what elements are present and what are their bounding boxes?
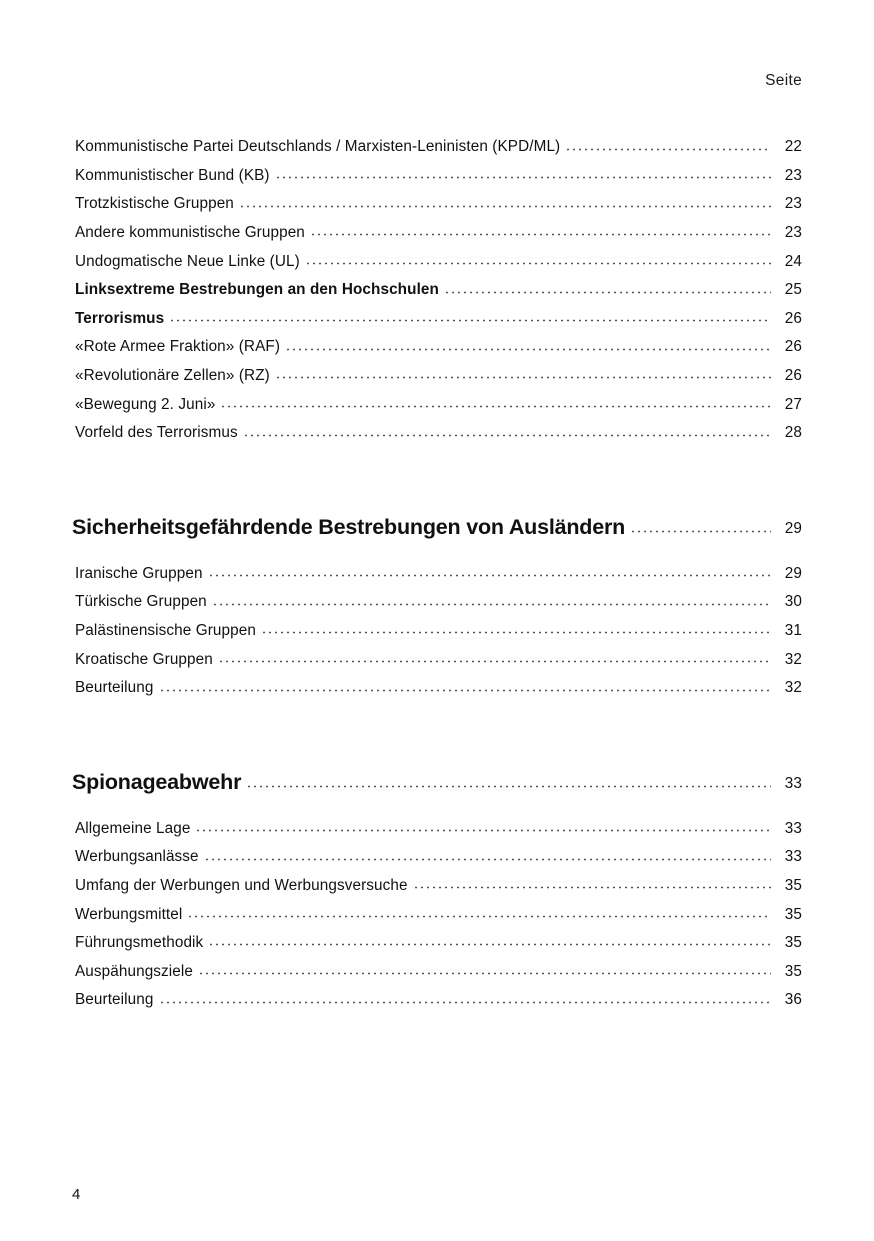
dot-leader bbox=[444, 291, 771, 294]
toc-entry-page: 31 bbox=[784, 622, 802, 640]
toc-entry-page: 36 bbox=[784, 991, 802, 1009]
toc-entry-page: 23 bbox=[784, 166, 802, 184]
dot-leader bbox=[243, 434, 771, 437]
table-of-contents bbox=[72, 128, 802, 1010]
toc-entry-page: 26 bbox=[784, 309, 802, 327]
toc-entry[interactable] bbox=[72, 385, 802, 414]
toc-entry-title: Umfang der Werbungen und Werbungsversuche bbox=[75, 876, 408, 894]
toc-entry-page: 28 bbox=[784, 424, 802, 442]
toc-entry[interactable] bbox=[72, 128, 802, 157]
toc-entry-page: 25 bbox=[784, 281, 802, 299]
dot-leader bbox=[310, 233, 771, 236]
toc-entry-page: 35 bbox=[784, 962, 802, 980]
dot-leader bbox=[305, 262, 771, 265]
heading-spacer bbox=[72, 541, 802, 555]
toc-entry-page: 24 bbox=[784, 252, 802, 270]
toc-entry[interactable] bbox=[72, 810, 802, 839]
toc-entry-title: «Bewegung 2. Juni» bbox=[75, 395, 216, 413]
toc-entry[interactable] bbox=[72, 981, 802, 1010]
toc-entry-page: 23 bbox=[784, 195, 802, 213]
toc-entry-page: 35 bbox=[784, 876, 802, 894]
toc-entry-page: 32 bbox=[784, 650, 802, 668]
page-number-folio: 4 bbox=[72, 1186, 81, 1203]
dot-leader bbox=[159, 689, 772, 692]
toc-entry[interactable] bbox=[72, 414, 802, 443]
dot-leader bbox=[261, 631, 771, 634]
toc-entry-page: 22 bbox=[784, 138, 802, 156]
toc-entry-title: Allgemeine Lage bbox=[75, 819, 191, 837]
toc-entry[interactable] bbox=[72, 357, 802, 386]
toc-entry[interactable] bbox=[72, 952, 802, 981]
page-content bbox=[72, 0, 802, 1241]
dot-leader bbox=[285, 348, 771, 351]
toc-entry-title: Undogmatische Neue Linke (UL) bbox=[75, 252, 300, 270]
toc-entry-title: Terrorismus bbox=[75, 309, 165, 327]
toc-entry-title: Auspähungsziele bbox=[75, 962, 194, 980]
toc-entry-page: 35 bbox=[784, 905, 802, 923]
toc-entry-title: Kommunistische Partei Deutschlands / Marxisten-Leninisten (KPD/ML) bbox=[75, 138, 561, 156]
dot-leader bbox=[275, 376, 771, 379]
toc-entry[interactable] bbox=[72, 669, 802, 698]
toc-entry[interactable] bbox=[72, 555, 802, 584]
toc-entry[interactable] bbox=[72, 640, 802, 669]
dot-leader bbox=[195, 829, 771, 832]
dot-leader bbox=[239, 205, 771, 208]
dot-leader bbox=[218, 660, 771, 663]
dot-leader bbox=[246, 785, 771, 788]
toc-entry-page: 23 bbox=[784, 224, 802, 242]
toc-entry-title: Kroatische Gruppen bbox=[75, 650, 213, 668]
toc-entry-page: 32 bbox=[784, 679, 802, 697]
toc-section-linksextremismus-continued bbox=[72, 128, 802, 443]
toc-entry[interactable] bbox=[72, 895, 802, 924]
dot-leader bbox=[187, 915, 771, 918]
toc-entry-title: «Revolutionäre Zellen» (RZ) bbox=[75, 367, 270, 385]
toc-entry-title: Führungsmethodik bbox=[75, 934, 204, 952]
toc-entry-page: 29 bbox=[784, 564, 802, 582]
toc-entry-title: Iranische Gruppen bbox=[75, 564, 203, 582]
dot-leader bbox=[565, 148, 771, 151]
dot-leader bbox=[169, 319, 771, 322]
toc-entry-page: 27 bbox=[784, 395, 802, 413]
toc-entry[interactable] bbox=[72, 583, 802, 612]
column-header-seite: Seite bbox=[765, 72, 802, 89]
toc-entry-title: Linksextreme Bestrebungen an den Hochschulen bbox=[75, 281, 439, 299]
toc-section-sicherheitsgefaehrdende-bestrebungen bbox=[72, 501, 802, 698]
toc-entry-page: 33 bbox=[784, 819, 802, 837]
toc-entry[interactable] bbox=[72, 242, 802, 271]
toc-entry[interactable] bbox=[72, 924, 802, 953]
toc-entry[interactable] bbox=[72, 867, 802, 896]
dot-leader bbox=[630, 530, 771, 533]
toc-entry[interactable] bbox=[72, 185, 802, 214]
toc-entry-title: Werbungsmittel bbox=[75, 905, 183, 923]
toc-entry[interactable] bbox=[72, 300, 802, 329]
toc-heading-page: 29 bbox=[784, 520, 802, 538]
heading-spacer bbox=[72, 796, 802, 810]
dot-leader bbox=[208, 574, 771, 577]
dot-leader bbox=[208, 943, 771, 946]
section-gap bbox=[72, 698, 802, 756]
toc-entry-title: Kommunistischer Bund (KB) bbox=[75, 166, 270, 184]
toc-entry-title: Andere kommunistische Gruppen bbox=[75, 224, 305, 242]
toc-entry-title: Beurteilung bbox=[75, 679, 154, 697]
toc-entry-title: Werbungsanlässe bbox=[75, 848, 199, 866]
toc-entry-title: Beurteilung bbox=[75, 991, 154, 1009]
dot-leader bbox=[275, 176, 771, 179]
toc-entry-page: 35 bbox=[784, 934, 802, 952]
toc-entry-page: 26 bbox=[784, 367, 802, 385]
dot-leader bbox=[413, 886, 771, 889]
toc-heading[interactable] bbox=[72, 756, 802, 796]
toc-entry[interactable] bbox=[72, 271, 802, 300]
section-gap bbox=[72, 443, 802, 501]
toc-entry-title: Türkische Gruppen bbox=[75, 593, 207, 611]
dot-leader bbox=[198, 972, 771, 975]
toc-heading-title: Sicherheitsgefährdende Bestrebungen von Ausländern bbox=[72, 515, 626, 540]
toc-entry-title: Vorfeld des Terrorismus bbox=[75, 424, 238, 442]
toc-heading-page: 33 bbox=[784, 775, 802, 793]
toc-entry-title: Palästinensische Gruppen bbox=[75, 622, 256, 640]
toc-entry-title: «Rote Armee Fraktion» (RAF) bbox=[75, 338, 281, 356]
toc-entry[interactable] bbox=[72, 214, 802, 243]
dot-leader bbox=[159, 1001, 772, 1004]
toc-entry-page: 33 bbox=[784, 848, 802, 866]
dot-leader bbox=[220, 405, 771, 408]
toc-heading[interactable] bbox=[72, 501, 802, 541]
toc-entry[interactable] bbox=[72, 838, 802, 867]
toc-entry-title: Trotzkistische Gruppen bbox=[75, 195, 234, 213]
toc-entry[interactable] bbox=[72, 157, 802, 186]
dot-leader bbox=[212, 603, 771, 606]
toc-section-spionageabwehr bbox=[72, 756, 802, 1010]
toc-heading-title: Spionageabwehr bbox=[72, 770, 242, 794]
toc-entry-page: 30 bbox=[784, 593, 802, 611]
dot-leader bbox=[204, 858, 771, 861]
toc-entry-page: 26 bbox=[784, 338, 802, 356]
toc-entry[interactable] bbox=[72, 328, 802, 357]
toc-entry[interactable] bbox=[72, 612, 802, 641]
